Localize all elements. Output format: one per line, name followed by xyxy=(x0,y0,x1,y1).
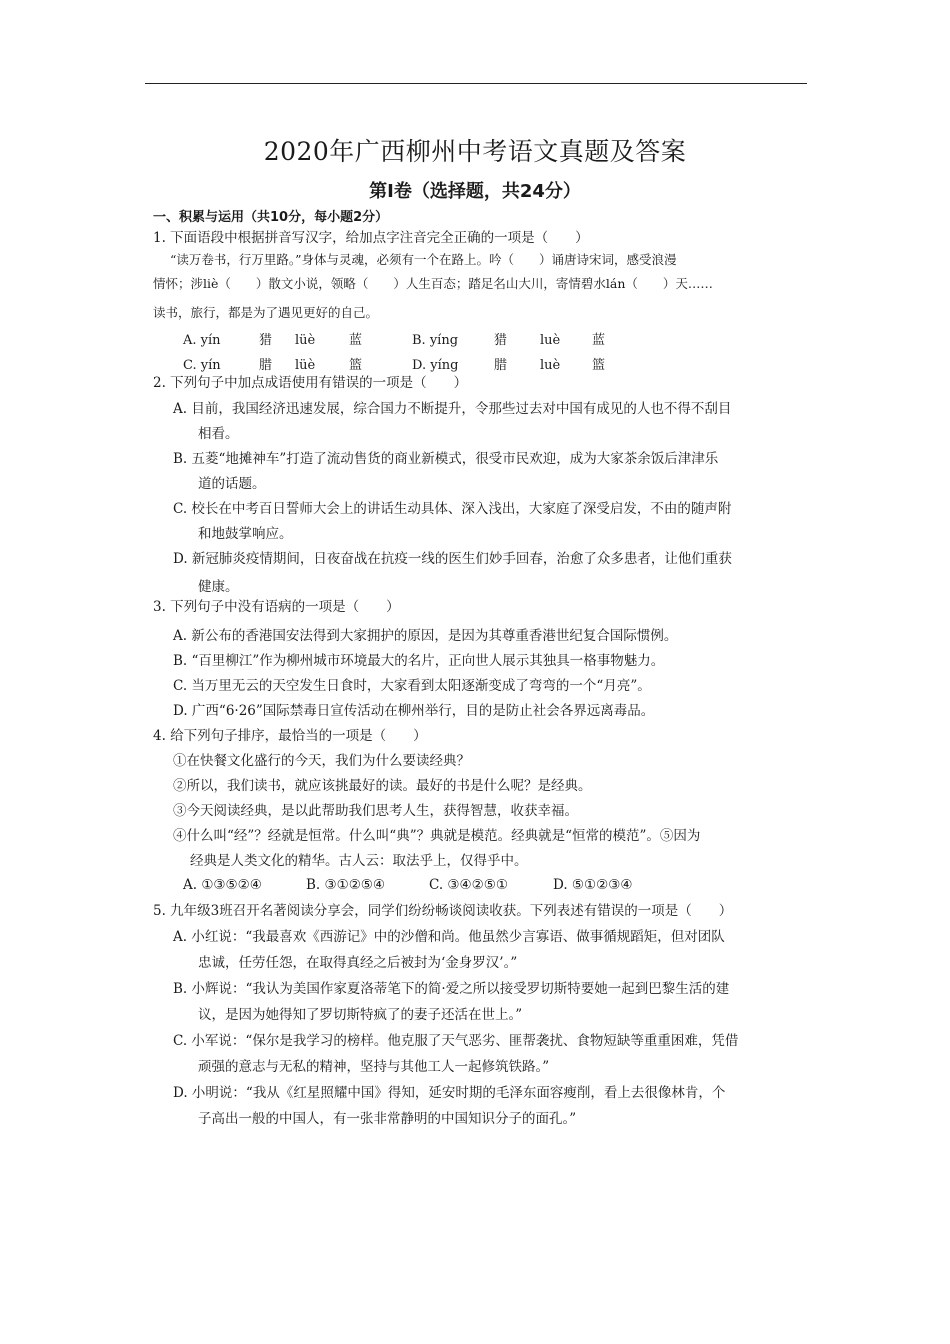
q4-stem: 4. 给下列句子排序，最恰当的一项是（ ） xyxy=(153,728,427,744)
section-heading: 一、积累与运用（共10分，每小题2分） xyxy=(153,210,389,225)
q1-option-b-c3: luè xyxy=(540,333,561,348)
q4-sentence: ①在快餐文化盛行的今天，我们为什么要读经典？ xyxy=(173,753,470,769)
q1-option-d xyxy=(412,354,605,373)
q1-option-c xyxy=(183,354,362,373)
q3-option-c: C. 当万里无云的天空发生日食时，大家看到太阳逐渐变成了弯弯的一个“月亮”。 xyxy=(173,678,651,694)
q1-option-c-c1: C. yín xyxy=(183,358,221,373)
q5-stem: 5. 九年级3班召开名著阅读分享会，同学们纷纷畅谈阅读收获。下列表述有错误的一项是（ ） xyxy=(153,903,733,919)
q1-option-b-c1: B. yíng xyxy=(412,333,459,348)
q2-option-d-cont: 健康。 xyxy=(198,579,239,595)
q1-passage-line: “读万卷书，行万里路。”身体与灵魂，必须有一个在路上。吟（ ）诵唐诗宋词，感受浪漫 xyxy=(170,252,677,267)
q1-option-c-c4: 篮 xyxy=(349,358,363,373)
q1-option-a xyxy=(183,329,362,348)
q1-passage-line: 情怀；涉liè（ ）散文小说，领略（ ）人生百态；踏足名山大川，寄情碧水lán（ ）天…… xyxy=(153,276,713,291)
q1-option-a-c3: lüè xyxy=(295,333,316,348)
q1-option-a-c4: 蓝 xyxy=(349,333,363,348)
q4-option-c: C. ③④②⑤① xyxy=(429,877,508,893)
q4-option-a: A. ①③⑤②④ xyxy=(183,877,262,893)
q4-option-b: B. ③①②⑤④ xyxy=(306,877,386,893)
q5-option-c-cont: 顽强的意志与无私的精神，坚持与其他工人一起修筑铁路。” xyxy=(198,1059,550,1075)
q2-option-d: D. 新冠肺炎疫情期间，日夜奋战在抗疫一线的医生们妙手回春，治愈了众多患者，让他们重获 xyxy=(173,551,732,567)
q1-option-b-c2: 猎 xyxy=(494,333,508,348)
q5-option-a: A. 小红说：“我最喜欢《西游记》中的沙僧和尚。他虽然少言寡语、做事循规蹈矩，但对团队 xyxy=(173,929,725,945)
q2-option-a-cont: 相看。 xyxy=(198,426,239,442)
page-title: 2020年广西柳州中考语文真题及答案 xyxy=(263,137,687,166)
q4-option-d: D. ⑤①②③④ xyxy=(553,877,633,893)
q2-option-b-cont: 道的话题。 xyxy=(198,476,266,492)
q1-stem: 1. 下面语段中根据拼音写汉字，给加点字注音完全正确的一项是（ ） xyxy=(153,230,589,246)
q3-option-d: D. 广西“6·26”国际禁毒日宣传活动在柳州举行，目的是防止社会各界远离毒品。 xyxy=(173,703,655,719)
q2-option-c: C. 校长在中考百日誓师大会上的讲话生动具体、深入浅出，大家庭了深受启发，不由的随声附 xyxy=(173,501,732,517)
q1-option-a-c2: 猎 xyxy=(259,333,273,348)
q2-option-a: A. 目前，我国经济迅速发展，综合国力不断提升，令那些过去对中国有成见的人也不得不刮目 xyxy=(173,401,732,417)
q5-option-c: C. 小军说：“保尔是我学习的榜样。他克服了天气恶劣、匪帮袭扰、食物短缺等重重困难，凭借 xyxy=(173,1033,739,1049)
q1-option-c-c2: 腊 xyxy=(259,358,273,373)
q1-option-d-c1: D. yíng xyxy=(412,358,459,373)
q1-option-d-c2: 腊 xyxy=(494,358,508,373)
q2-stem: 2. 下列句子中加点成语使用有错误的一项是（ ） xyxy=(153,375,468,391)
q1-option-b xyxy=(412,329,605,348)
q5-option-d: D. 小明说：“我从《红星照耀中国》得知，延安时期的毛泽东面容瘦削，看上去很像林肯，个 xyxy=(173,1085,726,1101)
q1-option-d-c4: 篮 xyxy=(592,358,606,373)
q4-sentence: ②所以，我们读书，就应该挑最好的读。最好的书是什么呢？是经典。 xyxy=(173,778,592,794)
q2-option-b: B. 五菱“地摊神车”打造了流动售货的商业新模式，很受市民欢迎，成为大家茶余饭后津津乐 xyxy=(173,451,719,467)
q5-option-a-cont: 忠诚，任劳任怨，在取得真经之后被封为‘金身罗汉’。” xyxy=(198,955,518,971)
q3-stem: 3. 下列句子中没有语病的一项是（ ） xyxy=(153,599,400,615)
q4-sentence: ④什么叫“经”？经就是恒常。什么叫“典”？典就是模范。经典就是“恒常的模范”。⑤因为 xyxy=(173,828,701,844)
q3-option-a: A. 新公布的香港国安法得到大家拥护的原因，是因为其尊重香港世纪复合国际惯例。 xyxy=(173,628,678,644)
q1-passage-line: 读书，旅行，都是为了遇见更好的自己。 xyxy=(153,305,379,320)
header-rule xyxy=(145,83,807,84)
q5-option-b-cont: 议，是因为她得知了罗切斯特疯了的妻子还活在世上。” xyxy=(198,1007,523,1023)
q4-options xyxy=(183,877,632,893)
q3-option-b: B. “百里柳江”作为柳州城市环境最大的名片，正向世人展示其独具一格事物魅力。 xyxy=(173,653,665,669)
q1-option-c-c3: lüè xyxy=(295,358,316,373)
q5-option-d-cont: 子高出一般的中国人，有一张非常静明的中国知识分子的面孔。” xyxy=(198,1111,577,1127)
q1-option-d-c3: luè xyxy=(540,358,561,373)
q4-sentence: 经典是人类文化的精华。古人云：取法乎上，仅得乎中。 xyxy=(190,853,528,869)
q2-option-c-cont: 和地鼓掌响应。 xyxy=(198,526,293,542)
q1-option-a-c1: A. yín xyxy=(183,333,221,348)
part-heading: 第Ⅰ卷（选择题，共24分） xyxy=(369,181,581,202)
q5-option-b: B. 小辉说：“我认为美国作家夏洛蒂笔下的简·爱之所以接受罗切斯特要她一起到巴黎生活的建 xyxy=(173,981,730,997)
q4-sentence: ③今天阅读经典，是以此帮助我们思考人生，获得智慧，收获幸福。 xyxy=(173,803,578,819)
q1-option-b-c4: 蓝 xyxy=(592,333,606,348)
